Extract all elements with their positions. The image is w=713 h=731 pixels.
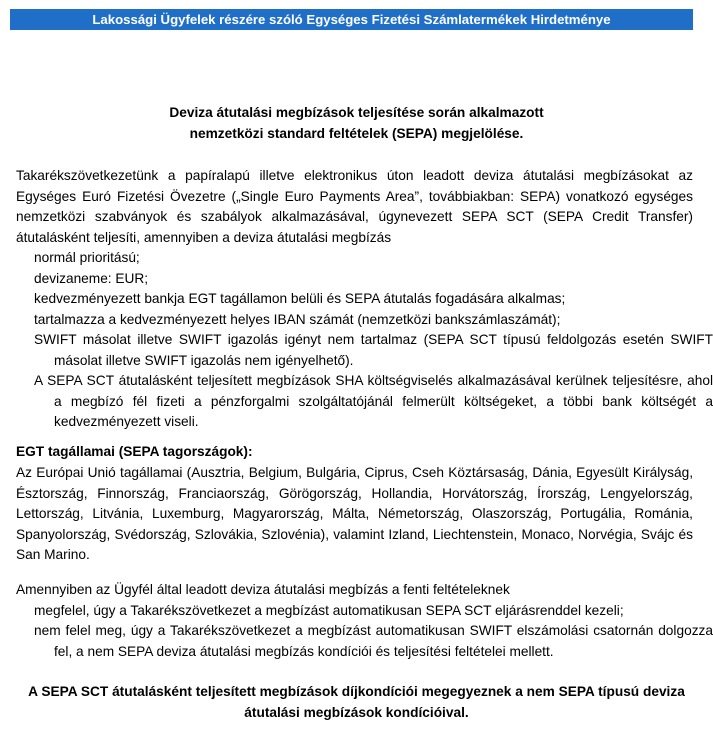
section-title-line1: Deviza átutalási megbízások teljesítése során alkalmazott xyxy=(169,105,544,120)
conditions-intro: Amennyiben az Ügyfél által leadott deviza átutalási megbízás a fenti feltételeknek xyxy=(16,582,510,597)
case-item: megfelel, úgy a Takarékszövetkezet a megbízást automatikusan SEPA SCT eljárásrenddel kezeli; xyxy=(34,602,624,618)
closing-statement: A SEPA SCT átutalásként teljesített megbízások díjkondíciói megegyeznek a nem SEPA típusú deviza átutalási megbízások kondícióival. xyxy=(28,684,685,720)
egt-member-list: Az Európai Unió tagállamai (Ausztria, Belgium, Bulgária, Ciprus, Cseh Köztársaság, Dánia, Egyesült Királyság, Észtország, Finnország, Franciaország, Görögország, Hollandia, Horvátország, Írország, Lengyelország, Lettország, Litvánia, Luxemburg, Magyarország, Málta, Németország, Olaszország, Portugália, Románia, Spanyolország, Svédország, Szlovákia, Szlovénia), valamint Izland, Liechtenstein, Monaco, Norvégia, Svájc és San Marino. xyxy=(16,465,693,562)
condition-item: SWIFT másolat illetve SWIFT igazolás igényt nem tartalmaz (SEPA SCT típusú feldolgozás esetén SWIFT másolat illetve SWIFT igazolás nem igényelhető). xyxy=(34,332,713,368)
condition-item: A SEPA SCT átutalásként teljesített megbízások SHA költségviselés alkalmazásával kerülnek teljesítésre, ahol a megbízó fél fizeti a pénzforgalmi szolgáltatójánál felmerült költségeket, a többi bank költségét a kedvezményezett viseli. xyxy=(34,373,713,429)
egt-heading: EGT tagállamai (SEPA tagországok): xyxy=(16,444,253,459)
case-item: nem felel meg, úgy a Takarékszövetkezet a megbízást automatikusan SWIFT elszámolási csatornán dolgozza fel, a nem SEPA deviza átutalási megbízás kondíciói és teljesítési feltételei mellett. xyxy=(34,623,713,659)
intro-paragraph: Takarékszövetkezetünk a papíralapú illetve elektronikus úton leadott deviza átutalási megbízásokat az Egységes Euró Fizetési Övezetre („Single Euro Payments Area”, továbbiakban: SEPA) vonatkozó egységes nemzetközi szabványok és szabályok alkalmazásával, úgynevezett SEPA SCT (SEPA Credit Transfer) átutalásként teljesíti, amennyiben a deviza átutalási megbízás xyxy=(16,168,693,245)
condition-item: kedvezményezett bankja EGT tagállamon belüli és SEPA átutalás fogadására alkalmas; xyxy=(34,291,566,306)
condition-item: devizaneme: EUR; xyxy=(34,270,149,286)
section-title-line2: nemzetközi standard feltételek (SEPA) megjelölése. xyxy=(189,126,524,141)
condition-item: tartalmazza a kedvezményezett helyes IBAN számát (nemzetközi bankszámlaszámát); xyxy=(34,311,561,327)
document-banner: Lakossági Ügyfelek részére szóló Egységes Fizetési Számlatermékek Hirdetménye xyxy=(10,9,693,30)
condition-item: normál prioritású; xyxy=(34,250,140,265)
